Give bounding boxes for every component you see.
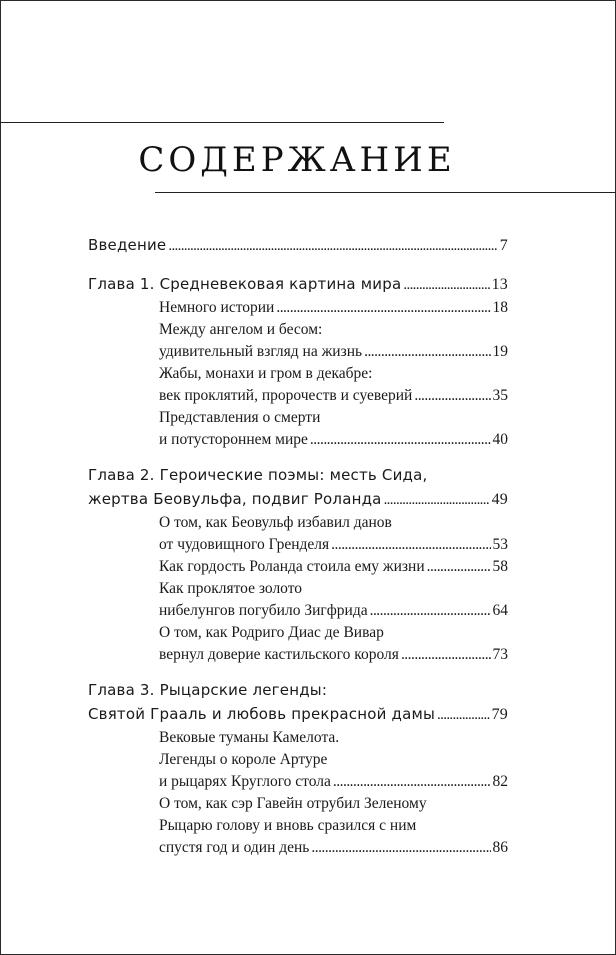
toc-page-number: 18 bbox=[492, 299, 508, 316]
leader-dots bbox=[331, 534, 490, 556]
chapter-subsections bbox=[88, 297, 508, 451]
leader-dots bbox=[333, 771, 491, 793]
toc-entry-line: Рыцарю голову и вновь сразился с ним bbox=[159, 817, 417, 834]
leader-dots bbox=[276, 297, 490, 319]
toc-entry-last-line bbox=[159, 429, 508, 451]
toc-entry-line: Святой Грааль и любовь прекрасной дамы bbox=[88, 705, 436, 723]
toc-entry-chapter[interactable] bbox=[88, 463, 508, 512]
toc-entry-chapter[interactable] bbox=[88, 272, 508, 297]
toc-entry-line: вернул доверие кастильского короля bbox=[159, 646, 399, 663]
toc-entry-intro[interactable] bbox=[88, 233, 508, 258]
toc-entry-section[interactable] bbox=[159, 363, 508, 407]
toc-page-number: 19 bbox=[492, 343, 508, 360]
toc-entry-section[interactable] bbox=[159, 793, 508, 859]
toc-entry-section[interactable] bbox=[159, 407, 508, 451]
toc-page-number: 13 bbox=[491, 276, 508, 293]
table-of-contents bbox=[88, 233, 508, 871]
toc-entry-section[interactable] bbox=[159, 319, 508, 363]
toc-entry-last-line bbox=[88, 487, 508, 512]
toc-page-number: 53 bbox=[492, 536, 508, 553]
toc-entry-last-line bbox=[159, 297, 508, 319]
toc-entry-line: Как проклятое золото bbox=[159, 580, 303, 597]
toc-entry-last-line bbox=[88, 702, 508, 727]
toc-page-number: 82 bbox=[492, 773, 508, 790]
toc-entry-line: Представления о смерти bbox=[159, 409, 321, 426]
top-rule bbox=[0, 122, 444, 123]
toc-entry-line: О том, как Родриго Диас де Вивар bbox=[159, 624, 384, 641]
toc-entry-line: О том, как Беовульф избавил данов bbox=[159, 514, 392, 531]
leader-dots bbox=[310, 429, 491, 451]
leader-dots bbox=[168, 234, 497, 258]
toc-entry-label: Введение bbox=[88, 236, 167, 254]
toc-entry-line: жертва Беовульфа, подвиг Роланда bbox=[88, 490, 382, 508]
toc-page-number: 7 bbox=[499, 237, 508, 254]
toc-page-number: 40 bbox=[492, 431, 508, 448]
chapter-subsections bbox=[88, 512, 508, 666]
toc-entry-section[interactable] bbox=[159, 578, 508, 622]
toc-entry-section[interactable] bbox=[159, 556, 508, 578]
toc-entry-line: от чудовищного Гренделя bbox=[159, 536, 330, 553]
chapter-subsections bbox=[88, 727, 508, 859]
leader-dots bbox=[403, 273, 489, 297]
toc-entry-line: Между ангелом и бесом: bbox=[159, 321, 323, 338]
title-underline-rule bbox=[155, 192, 616, 193]
leader-dots bbox=[427, 556, 491, 578]
toc-entry-section[interactable] bbox=[159, 727, 508, 793]
toc-entry-line: Вековые туманы Камелота. bbox=[159, 729, 340, 746]
page-title: СОДЕРЖАНИЕ bbox=[138, 140, 456, 180]
toc-entry-line: Легенды о короле Артуре bbox=[159, 751, 328, 768]
toc-page-number: 73 bbox=[492, 646, 508, 663]
toc-entry-section[interactable] bbox=[159, 297, 508, 319]
leader-dots bbox=[311, 837, 490, 859]
toc-entry-line: Глава 3. Рыцарские легенды: bbox=[88, 681, 328, 699]
toc-page-number: 58 bbox=[492, 558, 508, 575]
toc-entry-line: Глава 2. Героические поэмы: месть Сида, bbox=[88, 466, 428, 484]
chapter-block bbox=[88, 463, 508, 666]
toc-entry-last-line bbox=[159, 600, 508, 622]
chapter-block bbox=[88, 272, 508, 451]
leader-dots bbox=[370, 600, 491, 622]
toc-entry-chapter[interactable] bbox=[88, 678, 508, 727]
toc-entry-line: удивительный взгляд на жизнь bbox=[159, 343, 363, 360]
toc-entry-last-line bbox=[159, 837, 508, 859]
toc-entry-line: Жабы, монахи и гром в декабре: bbox=[159, 365, 373, 382]
toc-entry-last-line bbox=[159, 644, 508, 666]
toc-page-number: 79 bbox=[491, 706, 508, 723]
toc-entry-line: век проклятий, пророчеств и суеверий bbox=[159, 387, 413, 404]
toc-entry-line: и потустороннем мире bbox=[159, 431, 308, 448]
leader-dots bbox=[384, 488, 490, 512]
toc-page-number: 49 bbox=[491, 491, 508, 508]
toc-entry-line: О том, как сэр Гавейн отрубил Зеленому bbox=[159, 795, 427, 812]
toc-page-number: 35 bbox=[492, 387, 508, 404]
toc-entry-last-line bbox=[159, 534, 508, 556]
toc-page-number: 64 bbox=[492, 602, 508, 619]
toc-entry-line: и рыцарях Круглого стола bbox=[159, 773, 331, 790]
toc-entry-section[interactable] bbox=[159, 512, 508, 556]
leader-dots bbox=[437, 703, 490, 727]
toc-entry-line: нибелунгов погубило Зигфрида bbox=[159, 602, 368, 619]
leader-dots bbox=[364, 341, 490, 363]
toc-entry-last-line bbox=[159, 556, 508, 578]
leader-dots bbox=[414, 385, 490, 407]
toc-entry-last-line bbox=[159, 341, 508, 363]
toc-entry-section[interactable] bbox=[159, 622, 508, 666]
toc-entry-last-line bbox=[159, 385, 508, 407]
toc-page-number: 86 bbox=[492, 839, 508, 856]
toc-entry-line: спустя год и один день bbox=[159, 839, 310, 856]
toc-entry-last-line bbox=[159, 771, 508, 793]
toc-entry-line: Немного истории bbox=[159, 299, 275, 316]
chapter-block bbox=[88, 678, 508, 859]
leader-dots bbox=[401, 644, 491, 666]
chapters-list bbox=[88, 272, 508, 859]
toc-entry-last-line bbox=[88, 272, 508, 297]
toc-entry-line: Как гордость Роланда стоила ему жизни bbox=[159, 558, 425, 575]
toc-entry-line: Глава 1. Средневековая картина мира bbox=[88, 275, 402, 293]
